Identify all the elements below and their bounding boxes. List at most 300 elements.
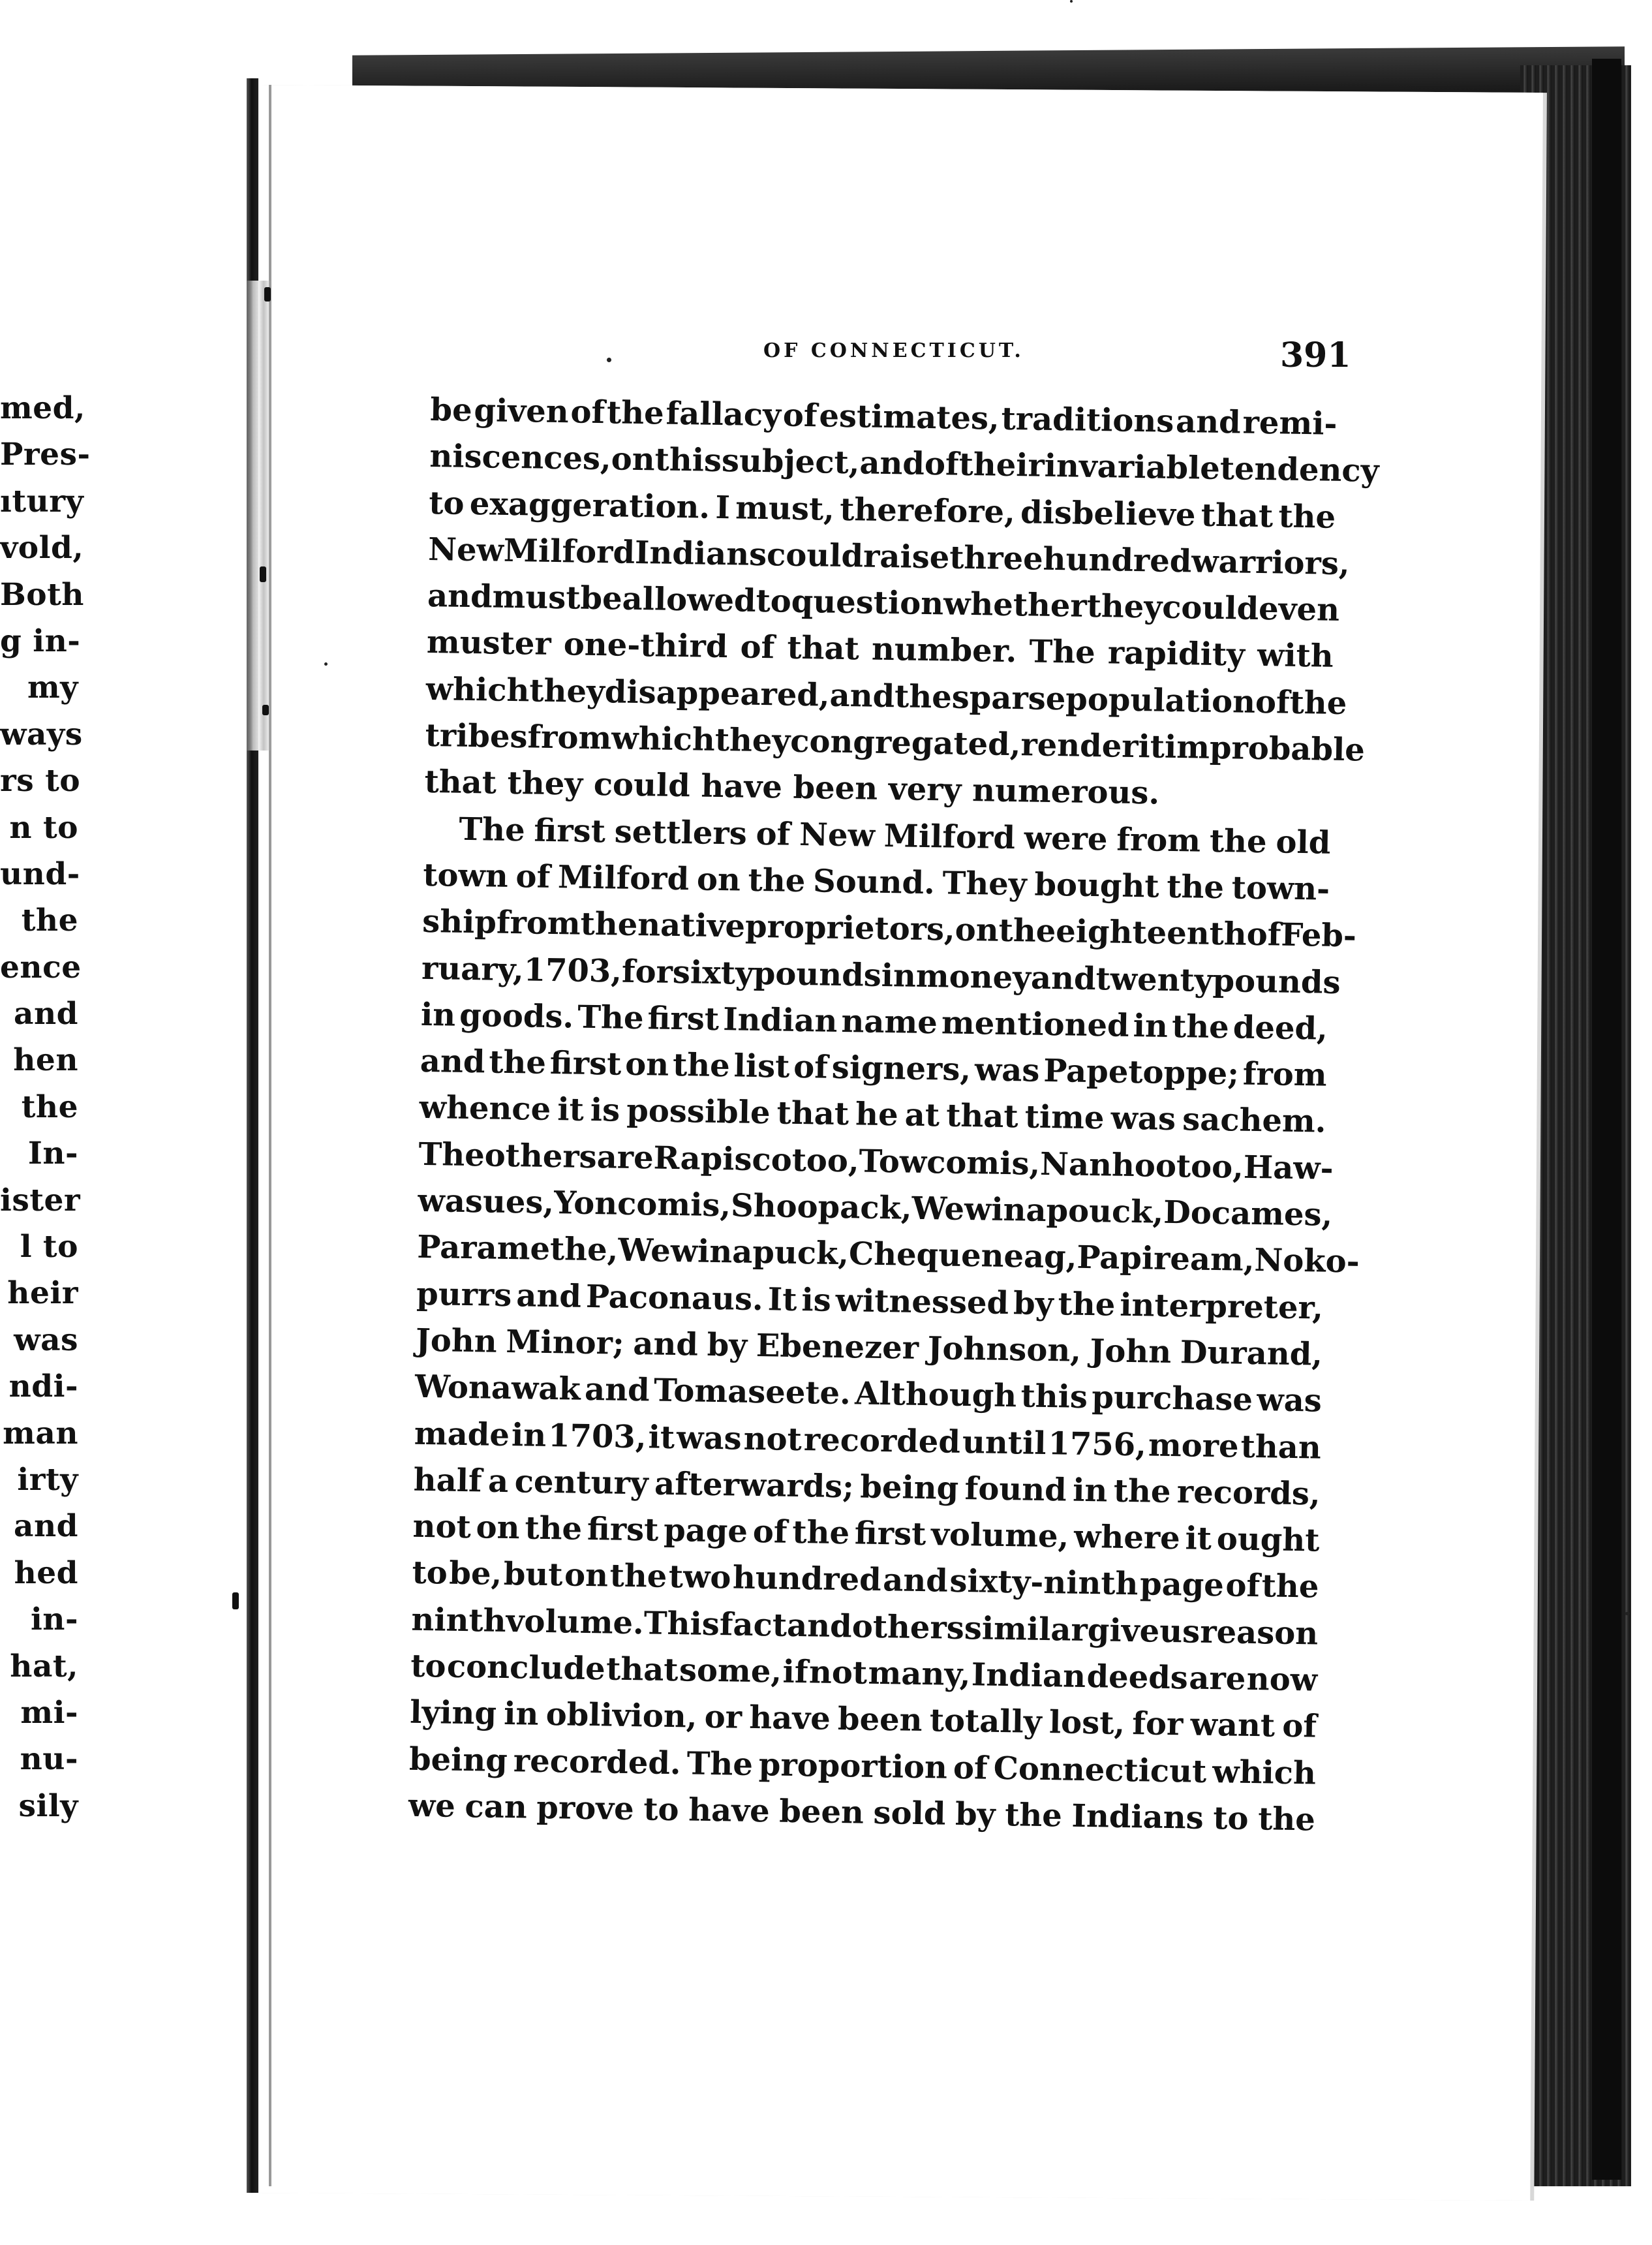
word: is xyxy=(801,1281,832,1319)
word: on xyxy=(611,441,656,478)
word: disbelieve xyxy=(1020,493,1196,534)
word: at xyxy=(904,1097,940,1134)
word: Yoncomis, xyxy=(553,1184,731,1224)
word: from xyxy=(1116,821,1201,859)
word: three xyxy=(949,539,1044,578)
word: were xyxy=(1024,820,1108,858)
word: invariable xyxy=(1044,448,1221,488)
word: therefore, xyxy=(839,491,1016,531)
word: first xyxy=(587,1511,659,1549)
left-page-fragment: ence xyxy=(0,949,82,985)
word: and xyxy=(829,677,895,715)
word: the xyxy=(894,678,953,716)
binding-stitch-mark xyxy=(262,705,269,715)
left-page-fragment: was xyxy=(14,1322,78,1358)
binding-stitch-mark xyxy=(264,287,271,302)
word: first xyxy=(534,812,606,850)
word: us xyxy=(1159,1613,1201,1650)
word: their xyxy=(958,446,1045,485)
left-page-fragment: l to xyxy=(20,1229,78,1265)
word: population xyxy=(1065,681,1256,720)
word: and xyxy=(786,1607,853,1645)
word: tribes xyxy=(425,717,528,756)
word: page xyxy=(1139,1566,1225,1604)
word: New xyxy=(427,531,504,569)
word: but xyxy=(503,1556,563,1594)
word: prove xyxy=(536,1789,635,1828)
word: on xyxy=(955,911,1000,950)
left-page-fragment: in- xyxy=(30,1602,78,1638)
word: list xyxy=(733,1047,790,1085)
word: number. xyxy=(871,631,1017,670)
word: whether xyxy=(943,585,1088,625)
word: remi- xyxy=(1242,404,1338,442)
left-page-fragment: and xyxy=(14,996,78,1032)
word: The xyxy=(418,1136,485,1174)
word: he xyxy=(855,1096,899,1134)
left-page-fragment: the xyxy=(21,903,78,939)
word: could xyxy=(1161,589,1259,628)
left-page-fragment: n to xyxy=(9,809,78,846)
word: where xyxy=(1073,1518,1181,1557)
word: if xyxy=(782,1653,808,1691)
word: whence xyxy=(419,1089,551,1128)
scan-speck xyxy=(324,662,328,666)
word: The xyxy=(459,811,526,849)
word: Wonawak xyxy=(414,1369,581,1408)
word: Paconaus. xyxy=(585,1278,764,1318)
word: the xyxy=(1278,498,1336,536)
word: was xyxy=(1256,1382,1323,1419)
word: on xyxy=(696,861,741,899)
left-page-fragment: g in- xyxy=(0,623,81,659)
word: give xyxy=(1087,1611,1160,1650)
left-page-fragment: Pres- xyxy=(0,437,91,473)
word: exaggeration. xyxy=(469,485,711,526)
word: Shoopack, xyxy=(730,1187,912,1227)
word: fact xyxy=(719,1605,788,1644)
word: are xyxy=(1188,1660,1246,1697)
word: from xyxy=(1242,1055,1328,1094)
word: town- xyxy=(1231,869,1330,908)
word: similar xyxy=(964,1609,1088,1649)
left-page-fragment: sily xyxy=(18,1788,78,1824)
left-page-fragment: ister xyxy=(0,1182,81,1218)
word: of xyxy=(570,394,605,431)
word: time xyxy=(1024,1098,1105,1137)
left-page-fragment: man xyxy=(3,1415,78,1451)
word: the xyxy=(1289,684,1347,722)
word: the xyxy=(580,905,638,944)
word: not xyxy=(743,1420,803,1458)
left-page-fragment: hed xyxy=(14,1555,78,1591)
word: Chequeneag, xyxy=(848,1235,1077,1277)
left-page-fragment: hen xyxy=(13,1042,78,1079)
word: not xyxy=(808,1654,868,1692)
word: Papetoppe; xyxy=(1043,1053,1240,1092)
word: not xyxy=(412,1508,472,1546)
word: recorded. xyxy=(513,1742,682,1782)
word: Feb- xyxy=(1280,916,1357,955)
word: and xyxy=(882,1562,949,1600)
word: the xyxy=(1113,1472,1171,1510)
left-page-fragment: nu- xyxy=(20,1741,78,1778)
word: and xyxy=(515,1277,582,1315)
word: the xyxy=(488,1044,547,1082)
word: sachem. xyxy=(1182,1101,1326,1141)
word: niscences, xyxy=(429,438,612,478)
word: by xyxy=(707,1326,748,1364)
running-header: OF CONNECTICUT. xyxy=(763,339,1024,362)
word: purrs xyxy=(416,1275,512,1314)
word: first xyxy=(647,1000,720,1038)
word: proportion xyxy=(758,1746,948,1786)
word: of xyxy=(752,1513,788,1551)
word: be, xyxy=(448,1555,502,1593)
word: totally xyxy=(929,1702,1043,1741)
word: allowed xyxy=(622,580,757,620)
left-page-fragment: ıtury xyxy=(0,483,84,519)
binding-stitch-mark xyxy=(260,566,266,582)
word: proprietors, xyxy=(744,908,956,948)
left-page-text-fragments xyxy=(0,385,91,1829)
word: pounds xyxy=(1212,962,1341,1001)
word: the xyxy=(1171,1008,1230,1046)
word: of xyxy=(953,1749,988,1787)
word: Towcomis, xyxy=(859,1143,1041,1183)
word: John xyxy=(1090,1332,1172,1370)
word: volume. xyxy=(506,1602,645,1642)
word: found xyxy=(964,1470,1067,1509)
word: of xyxy=(756,815,791,853)
word: hundred xyxy=(732,1559,882,1599)
word: The xyxy=(1029,633,1096,672)
word: in xyxy=(881,957,917,995)
word: the xyxy=(998,912,1056,950)
word: eighteenth xyxy=(1055,913,1247,953)
left-page-fragment: mi- xyxy=(20,1694,78,1731)
word: subject, xyxy=(721,442,860,482)
word: could xyxy=(766,536,864,575)
word: the xyxy=(748,861,806,900)
left-page-fragment: hat, xyxy=(10,1648,78,1684)
word: first xyxy=(549,1045,622,1083)
word: from xyxy=(527,719,612,757)
word: they xyxy=(714,721,791,760)
word: Milford xyxy=(503,532,635,571)
word: sold xyxy=(873,1794,946,1833)
word: ship xyxy=(421,903,497,941)
word: witnessed xyxy=(835,1282,1009,1322)
word: The xyxy=(577,999,644,1037)
word: have xyxy=(748,1699,831,1738)
left-page xyxy=(0,0,261,2245)
word: the xyxy=(1166,868,1225,906)
word: they xyxy=(1086,588,1163,626)
word: with xyxy=(1257,637,1334,675)
word: the xyxy=(1058,1285,1116,1324)
word: Paramethe, xyxy=(416,1229,619,1269)
word: of xyxy=(924,446,960,484)
word: in xyxy=(420,996,456,1034)
word: it xyxy=(1138,728,1165,766)
word: of xyxy=(1246,916,1281,953)
word: Connecticut xyxy=(993,1750,1207,1790)
word: Docames, xyxy=(1163,1194,1333,1233)
word: conclude xyxy=(446,1648,606,1688)
page-number: 391 xyxy=(1280,335,1351,375)
left-page-fragment: ways xyxy=(0,716,83,752)
word: lost, xyxy=(1048,1704,1125,1742)
word: sparse xyxy=(951,679,1066,718)
word: on xyxy=(564,1556,609,1594)
word: recorded xyxy=(803,1421,961,1461)
word: records, xyxy=(1176,1474,1321,1513)
left-page-fragment: heir xyxy=(7,1275,78,1312)
word: Rapiscotoo, xyxy=(653,1139,860,1180)
left-page-fragment: my xyxy=(27,670,78,706)
word: 1703, xyxy=(523,951,622,990)
word: John xyxy=(415,1322,498,1360)
word: this xyxy=(1020,1378,1088,1416)
word: can xyxy=(465,1788,528,1826)
word: must, xyxy=(735,489,835,528)
left-page-fragment: Both xyxy=(0,576,84,613)
word: being xyxy=(408,1741,508,1779)
word: others xyxy=(484,1137,598,1175)
word: the xyxy=(1257,1801,1316,1838)
left-page-fragment: und- xyxy=(0,856,80,892)
left-page-fragment: the xyxy=(21,1089,78,1125)
body-text xyxy=(408,392,1379,1848)
word: Minor; xyxy=(505,1323,625,1362)
word: the xyxy=(1004,1797,1063,1835)
word: that xyxy=(1201,497,1274,534)
word: pounds xyxy=(753,955,882,994)
word: be xyxy=(580,580,623,617)
word: this xyxy=(654,441,722,480)
word: in xyxy=(503,1695,539,1733)
word: that xyxy=(787,630,860,668)
word: to xyxy=(756,583,792,620)
word: mentioned xyxy=(941,1004,1130,1044)
word: purchase xyxy=(1091,1379,1253,1419)
word: given xyxy=(474,392,570,431)
word: in xyxy=(511,1416,547,1454)
word: and xyxy=(427,578,493,615)
word: half xyxy=(413,1461,483,1500)
word: question xyxy=(791,583,944,623)
left-page-fragment: irty xyxy=(17,1461,78,1498)
word: even xyxy=(1258,591,1340,629)
word: deeds xyxy=(1086,1658,1189,1697)
word: Noko- xyxy=(1254,1242,1360,1280)
word: ought xyxy=(1216,1521,1320,1559)
word: New xyxy=(799,816,876,854)
word: been xyxy=(778,1793,864,1831)
word: Although xyxy=(854,1375,1017,1415)
word: the xyxy=(609,1557,667,1596)
left-page-fragment: and xyxy=(14,1508,78,1545)
word: the xyxy=(1209,822,1268,860)
word: the xyxy=(525,1510,583,1547)
word: to xyxy=(428,484,465,522)
word: many, xyxy=(868,1654,971,1694)
binding-thread xyxy=(245,281,271,751)
word: for xyxy=(621,953,673,991)
word: and xyxy=(632,1325,699,1363)
word: muster xyxy=(426,624,552,663)
word: tendency xyxy=(1219,450,1379,490)
word: was xyxy=(974,1051,1040,1089)
word: we xyxy=(408,1787,456,1825)
word: Indian xyxy=(722,1001,838,1040)
word: is xyxy=(590,1092,620,1130)
word: signers, xyxy=(831,1049,971,1089)
word: by xyxy=(1013,1284,1054,1322)
word: of xyxy=(1281,1708,1317,1745)
word: ruary, xyxy=(421,950,525,988)
word: which xyxy=(1212,1753,1317,1792)
word: for xyxy=(1131,1705,1184,1743)
word: the xyxy=(606,394,665,432)
word: rapidity xyxy=(1107,634,1246,674)
word: fallacy xyxy=(665,395,782,434)
word: sixty xyxy=(672,953,754,992)
word: until xyxy=(962,1423,1047,1462)
word: Nanhootoo, xyxy=(1039,1145,1244,1186)
word: they xyxy=(528,672,605,711)
word: Indians xyxy=(634,534,767,574)
word: Johnson, xyxy=(927,1330,1082,1369)
word: twenty xyxy=(1095,960,1214,999)
word: first xyxy=(854,1515,926,1553)
word: name xyxy=(841,1002,938,1042)
word: Sound. xyxy=(812,863,936,902)
word: to xyxy=(412,1555,448,1592)
word: more xyxy=(1148,1427,1240,1465)
word: be xyxy=(430,392,473,429)
word: deed, xyxy=(1232,1009,1328,1047)
word: which xyxy=(611,720,716,758)
word: estimates, xyxy=(819,397,1000,437)
word: traditions xyxy=(1001,400,1174,440)
word: possible xyxy=(626,1092,771,1132)
word: and xyxy=(1030,959,1097,997)
word: the xyxy=(1261,1568,1319,1606)
word: to xyxy=(410,1647,446,1685)
left-page-fragment: rs to xyxy=(0,763,81,799)
word: page xyxy=(663,1511,748,1550)
word: in xyxy=(1072,1472,1108,1510)
word: made xyxy=(414,1415,510,1453)
word: being xyxy=(859,1468,959,1507)
word: hundred xyxy=(1043,540,1192,580)
word: Ebenezer xyxy=(756,1327,919,1367)
book-cover-edge xyxy=(1592,59,1621,2180)
word: from xyxy=(496,904,581,942)
word: by xyxy=(955,1795,996,1833)
word: that xyxy=(776,1094,849,1133)
word: This xyxy=(643,1605,720,1643)
left-page-fragment: med, xyxy=(0,390,85,426)
word: a xyxy=(487,1463,509,1500)
word: They xyxy=(942,865,1028,903)
word: of xyxy=(1255,683,1291,721)
word: that xyxy=(945,1098,1018,1136)
word: are xyxy=(596,1138,654,1177)
word: afterwards; xyxy=(654,1465,855,1506)
binding-stitch-mark xyxy=(232,1592,239,1609)
word: ninth xyxy=(411,1601,506,1639)
word: raise xyxy=(863,538,950,576)
word: some, xyxy=(679,1652,782,1690)
word: Milford xyxy=(883,817,1016,856)
word: congregated, xyxy=(789,722,1021,764)
word: and xyxy=(1175,403,1242,441)
word: than xyxy=(1240,1428,1322,1466)
word: reason xyxy=(1199,1613,1319,1652)
word: lying xyxy=(409,1694,497,1733)
text-line: that they could have been very numerous. xyxy=(424,764,1160,812)
left-page-fragment: In- xyxy=(27,1136,78,1172)
word: old xyxy=(1276,824,1331,861)
word: bought xyxy=(1034,866,1159,905)
word: and xyxy=(859,444,925,483)
word: it xyxy=(648,1418,675,1456)
word: to xyxy=(1212,1800,1249,1837)
word: in xyxy=(1133,1007,1169,1045)
word: I xyxy=(715,489,731,526)
word: was xyxy=(676,1419,742,1457)
word: and xyxy=(420,1043,485,1081)
word: Indians xyxy=(1071,1797,1204,1836)
word: settlers xyxy=(614,813,748,852)
word: disappeared, xyxy=(604,674,831,714)
word: 1703, xyxy=(547,1417,647,1455)
scan-speck xyxy=(1070,0,1073,3)
word: must xyxy=(492,578,581,617)
word: want xyxy=(1190,1706,1276,1744)
word: of xyxy=(1225,1567,1261,1605)
word: money xyxy=(915,957,1032,997)
word: Wewinapouck, xyxy=(911,1190,1164,1231)
word: of xyxy=(740,628,775,666)
word: the xyxy=(791,1514,850,1552)
word: two xyxy=(668,1558,731,1596)
word: improbable xyxy=(1164,728,1366,769)
word: and xyxy=(584,1371,650,1409)
word: oblivion, xyxy=(545,1696,697,1735)
word: to xyxy=(643,1791,679,1829)
word: warriors, xyxy=(1191,543,1350,583)
word: others xyxy=(851,1608,965,1647)
left-page-fragment: vold, xyxy=(0,530,84,566)
word: Wewinapuck, xyxy=(617,1232,849,1273)
word: interpreter, xyxy=(1119,1286,1324,1327)
word: one-third xyxy=(563,626,728,666)
word: it xyxy=(557,1091,585,1129)
scan-speck xyxy=(1625,1612,1630,1615)
word: Papiream, xyxy=(1076,1239,1255,1279)
word: It xyxy=(767,1280,797,1318)
word: Indian xyxy=(971,1656,1086,1695)
scan-speck xyxy=(607,358,611,362)
word: was xyxy=(1110,1100,1176,1138)
word: been xyxy=(837,1701,923,1739)
word: on xyxy=(624,1045,669,1084)
word: Milford xyxy=(557,859,690,898)
